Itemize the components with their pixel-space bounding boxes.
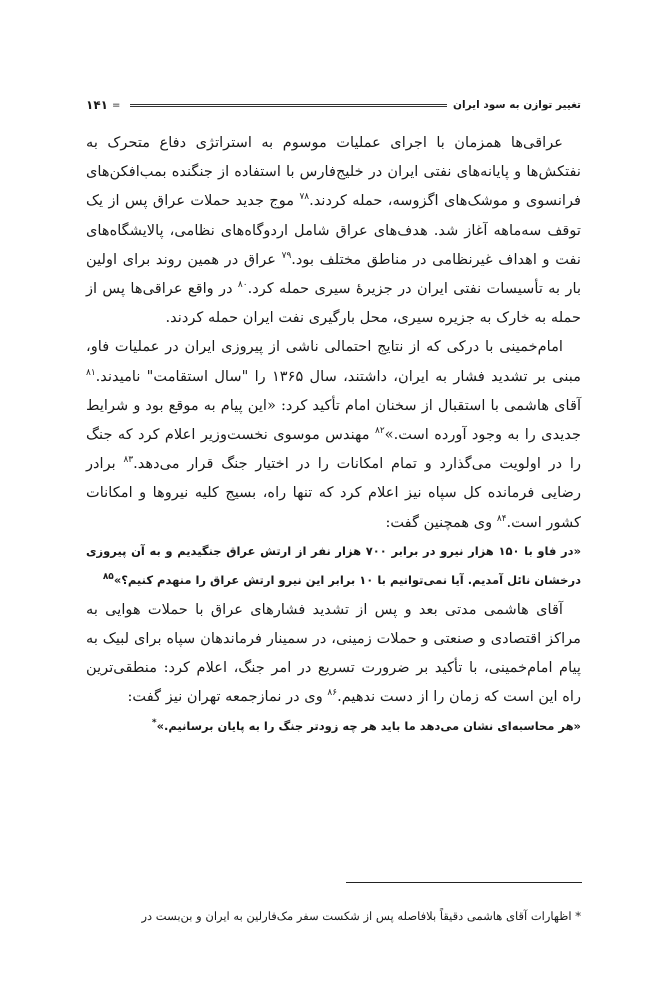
block-quote-1 <box>86 537 581 595</box>
paragraph-2 <box>86 332 581 536</box>
paragraph-3-text-b: وی در نمازجمعه تهران نیز گفت: <box>127 688 328 706</box>
paragraph-1-text-d: در واقع عراقی‌ها پس از حمله به خارک به جزیره سیری، محل بارگیری نفت ایران حمله کردند. <box>86 280 581 327</box>
footnote-divider <box>346 882 582 883</box>
paragraph-2-text-c: مهندس موسوی نخست‌وزیر اعلام کرد که جنگ را در اولویت می‌گذارد و تمام امکانات را در اختیار جنگ قرار می‌دهد. <box>86 426 581 473</box>
paragraph-3 <box>86 595 581 712</box>
footnote-ref-82: ۸۲ <box>375 426 385 437</box>
header-separator: = <box>111 99 121 111</box>
footnote-ref-86: ۸۶ <box>327 688 338 699</box>
header-title: تغییر توازن به سود ایران <box>453 99 581 111</box>
paragraph-1-text-c: عراق در همین روند برای اولین بار به تأسیسات نفتی ایران در جزیرهٔ سیری حمله کرد. <box>86 250 582 298</box>
footnote-ref-81: ۸۱ <box>86 367 96 378</box>
paragraph-2-text-d: برادر رضایی فرمانده کل سپاه نیز اعلام کرد که تنها راه، بسیج کلیه نیروها و امکانات کشور است. <box>86 455 581 531</box>
footnote-ref-78: ۷۸ <box>299 192 310 203</box>
running-header <box>86 94 581 116</box>
block-quote-1-text: «در فاو با ۱۵۰ هزار نیرو در برابر ۷۰۰ هزار نفر از ارتش عراق جنگیدیم و به آن پیروزی درخشان نائل آمدیم. آیا نمی‌توانیم با ۱۰ برابر این نیرو ارتش عراق را منهدم کنیم؟» <box>86 543 581 587</box>
footnote-ref-79: ۷۹ <box>281 250 292 261</box>
paragraph-1-text-b: موج جدید حملات عراق پس از یک توقف سه‌ماهه آغاز شد. هدف‌های عراق شامل اردوگاه‌های نظامی، پالایشگاه‌های نفت و اهداف غیرنظامی در مناطق مختلف بود. <box>86 192 581 268</box>
paragraph-2-text-a: امام‌خمینی با درکی که از نتایج احتمالی ناشی از پیروزی ایران در عملیات فاو، مبنی بر تشدید فشار به ایران، داشتند، سال ۱۳۶۵ را "سال استقامت" نامیدند. <box>86 338 581 385</box>
footnote-asterisk: * <box>151 717 157 728</box>
page-number: ۱۴۱ <box>86 98 108 112</box>
footnote-ref-85: ۸۵ <box>102 572 114 583</box>
paragraph-1-text-a: عراقی‌ها همزمان با اجرای عملیات موسوم به استراتژی دفاع متحرک به نفتکش‌ها و پایانه‌های نفتی ایران در خلیج‌فارس با استفاده از جنگنده بمب‌افکن‌های فرانسوی و موشک‌های اگزوسه، حمله کردند. <box>86 134 581 210</box>
page-body <box>86 128 581 741</box>
footnote-ref-80: ۸۰ <box>237 280 248 291</box>
header-double-rule <box>130 104 447 107</box>
footnote-ref-84: ۸۴ <box>496 513 507 524</box>
paragraph-3-text-a: آقای هاشمی مدتی بعد و پس از تشدید فشارهای عراق با حملات هوایی به مراکز اقتصادی و صنعتی و حملات زمینی، در سمینار فرماندهان سپاه برای لبیک به پیام امام‌خمینی، با تأکید بر ضرورت تسریع در امر جنگ، اعلام کرد: منطقی‌ترین راه این است که زمان را از دست ندهیم. <box>86 600 581 706</box>
block-quote-2 <box>86 712 581 741</box>
paragraph-1 <box>86 128 581 332</box>
paragraph-2-text-e: وی همچنین گفت: <box>385 513 497 531</box>
block-quote-2-text: «هر محاسبه‌ای نشان می‌دهد ما باید هر چه زودتر جنگ را به پایان برسانیم.» <box>156 718 581 733</box>
footnote-text: * اظهارات آقای هاشمی دقیقاً بلافاصله پس از شکست سفر مک‌فارلین به ایران و بن‌بست در <box>141 909 581 923</box>
paragraph-2-text-b: آقای هاشمی با استقبال از سخنان امام تأکید کرد: «این پیام به موقع بود و شرایط جدیدی را به وجود آورده است.» <box>86 396 582 444</box>
footnote-ref-83: ۸۳ <box>123 455 134 466</box>
